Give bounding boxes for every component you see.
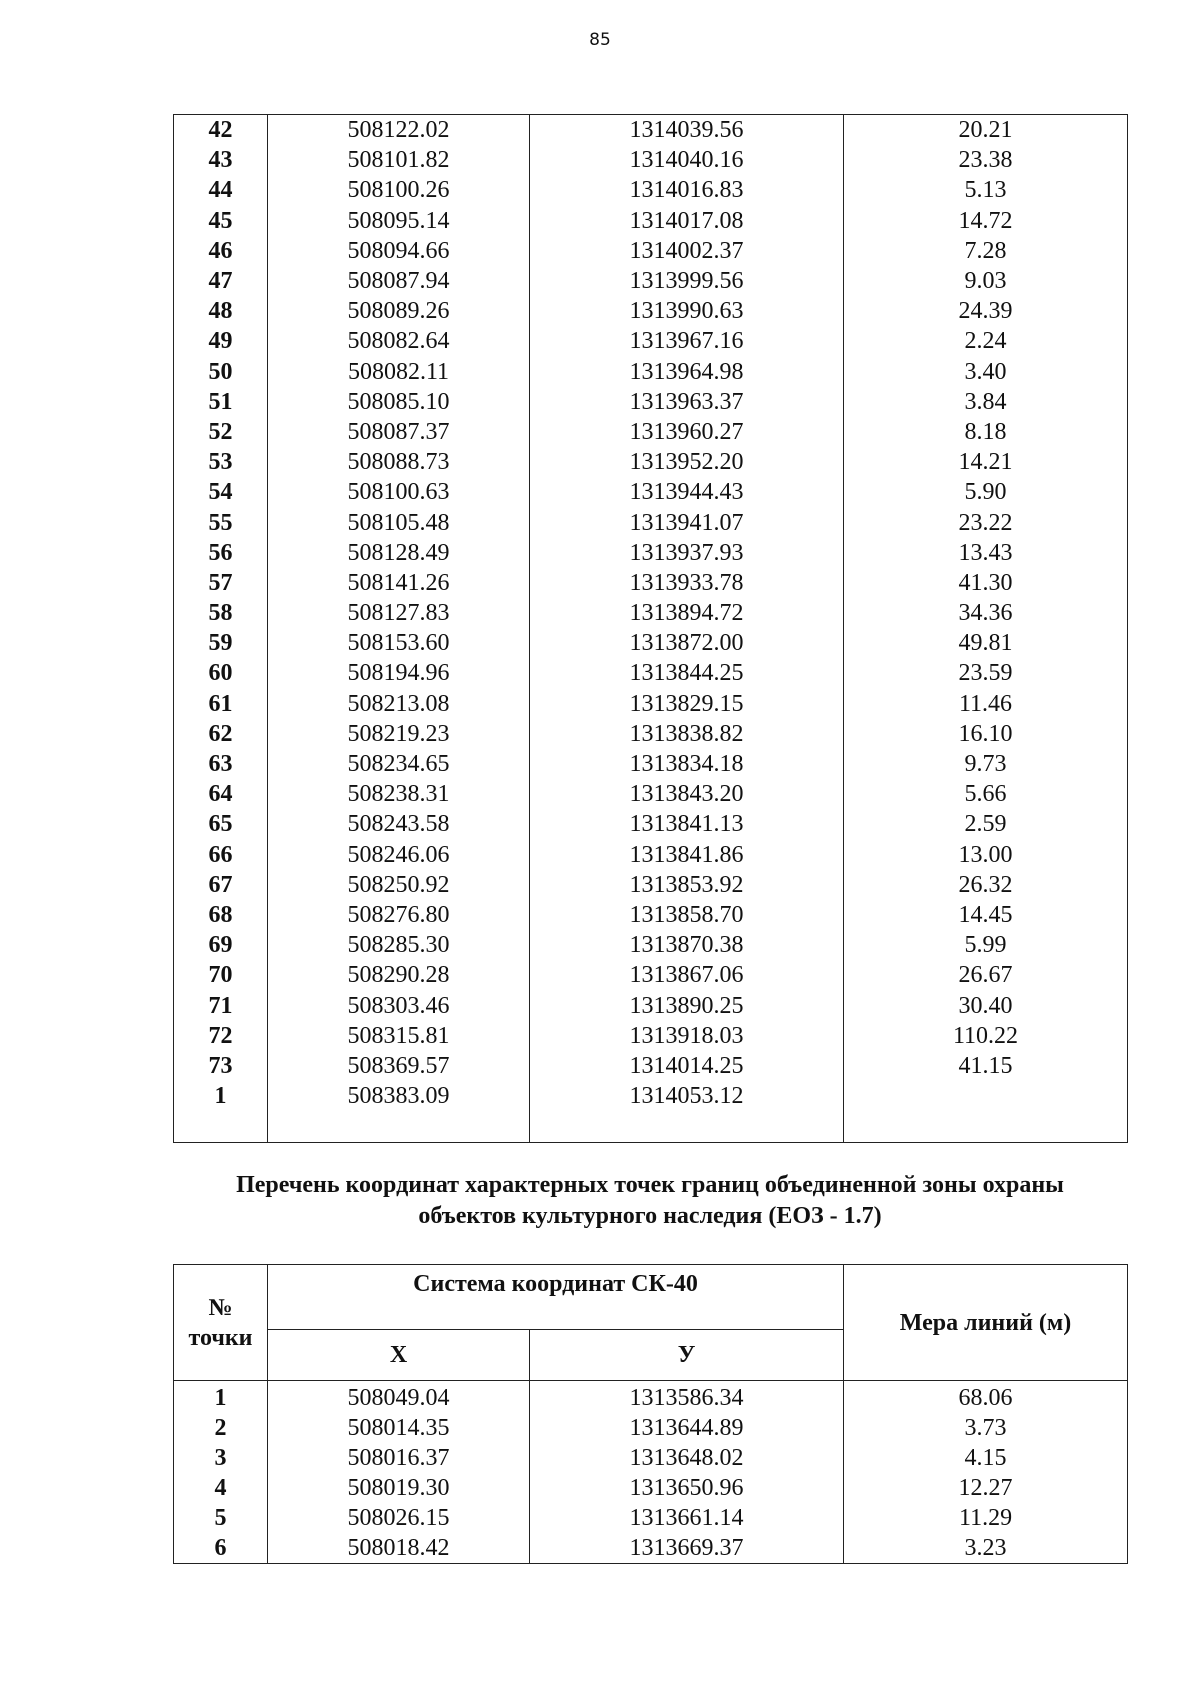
point-number-cell: 58 <box>174 598 268 628</box>
y-coordinate-cell: 1313964.98 <box>530 357 844 387</box>
line-length-cell: 5.66 <box>844 779 1128 809</box>
table-row <box>174 326 1128 356</box>
line-length-cell: 11.29 <box>844 1503 1128 1533</box>
y-coordinate-cell: 1314017.08 <box>530 206 844 236</box>
eoz-table-body <box>174 1381 1128 1564</box>
point-number-cell: 56 <box>174 538 268 568</box>
table-row <box>174 840 1128 870</box>
point-number-cell: 49 <box>174 326 268 356</box>
header-point-number <box>174 1265 268 1381</box>
table-row <box>174 658 1128 688</box>
table-row <box>174 870 1128 900</box>
point-number-cell: 51 <box>174 387 268 417</box>
x-coordinate-cell: 508234.65 <box>268 749 530 779</box>
y-coordinate-cell: 1313952.20 <box>530 447 844 477</box>
line-length-cell: 110.22 <box>844 1021 1128 1051</box>
x-coordinate-cell: 508018.42 <box>268 1533 530 1564</box>
y-coordinate-cell: 1313990.63 <box>530 296 844 326</box>
x-coordinate-cell: 508105.48 <box>268 507 530 537</box>
line-length-cell: 34.36 <box>844 598 1128 628</box>
table-row <box>174 1081 1128 1111</box>
x-coordinate-cell: 508243.58 <box>268 809 530 839</box>
line-length-cell: 4.15 <box>844 1443 1128 1473</box>
line-length-cell: 16.10 <box>844 719 1128 749</box>
x-coordinate-cell: 508094.66 <box>268 236 530 266</box>
point-number-cell: 62 <box>174 719 268 749</box>
y-coordinate-cell: 1314014.25 <box>530 1051 844 1081</box>
line-length-cell: 5.99 <box>844 930 1128 960</box>
y-coordinate-cell: 1314039.56 <box>530 115 844 146</box>
line-length-cell: 14.45 <box>844 900 1128 930</box>
table-row <box>174 930 1128 960</box>
line-length-cell: 5.13 <box>844 175 1128 205</box>
line-length-cell: 3.73 <box>844 1413 1128 1443</box>
line-length-cell: 11.46 <box>844 689 1128 719</box>
y-coordinate-cell: 1313933.78 <box>530 568 844 598</box>
y-coordinate-cell: 1313941.07 <box>530 507 844 537</box>
point-number-cell: 53 <box>174 447 268 477</box>
table-row <box>174 236 1128 266</box>
x-coordinate-cell: 508087.94 <box>268 266 530 296</box>
header-point-number-label: точки <box>188 1324 253 1351</box>
point-number-cell: 2 <box>174 1413 268 1443</box>
table-row <box>174 417 1128 447</box>
x-coordinate-cell: 508290.28 <box>268 960 530 990</box>
x-coordinate-cell: 508049.04 <box>268 1381 530 1414</box>
y-coordinate-cell: 1313999.56 <box>530 266 844 296</box>
coordinates-table-continued <box>173 114 1128 1143</box>
header-line-length: Мера линий (м) <box>844 1265 1128 1381</box>
header-point-number-symbol: № <box>208 1294 233 1321</box>
line-length-cell: 14.72 <box>844 206 1128 236</box>
table-row <box>174 357 1128 387</box>
table-row <box>174 900 1128 930</box>
y-coordinate-cell: 1313867.06 <box>530 960 844 990</box>
y-coordinate-cell: 1313838.82 <box>530 719 844 749</box>
x-coordinate-cell: 508089.26 <box>268 296 530 326</box>
table-row <box>174 115 1128 146</box>
point-number-cell: 3 <box>174 1443 268 1473</box>
point-number-cell: 42 <box>174 115 268 146</box>
table-row <box>174 1021 1128 1051</box>
point-number-cell: 4 <box>174 1473 268 1503</box>
empty-cell <box>174 1111 268 1142</box>
table-row <box>174 1413 1128 1443</box>
table-row <box>174 960 1128 990</box>
section-title-line-2: объектов культурного наследия (ЕОЗ - 1.7) <box>418 1203 882 1229</box>
table-row <box>174 990 1128 1020</box>
x-coordinate-cell: 508246.06 <box>268 840 530 870</box>
x-coordinate-cell: 508100.26 <box>268 175 530 205</box>
empty-cell <box>530 1111 844 1142</box>
line-length-cell: 2.59 <box>844 809 1128 839</box>
x-coordinate-cell: 508315.81 <box>268 1021 530 1051</box>
table-row <box>174 628 1128 658</box>
point-number-cell: 64 <box>174 779 268 809</box>
y-coordinate-cell: 1313918.03 <box>530 1021 844 1051</box>
point-number-cell: 43 <box>174 145 268 175</box>
x-coordinate-cell: 508019.30 <box>268 1473 530 1503</box>
y-coordinate-cell: 1313586.34 <box>530 1381 844 1414</box>
y-coordinate-cell: 1313890.25 <box>530 990 844 1020</box>
y-coordinate-cell: 1313843.20 <box>530 779 844 809</box>
point-number-cell: 65 <box>174 809 268 839</box>
x-coordinate-cell: 508383.09 <box>268 1081 530 1111</box>
line-length-cell: 41.15 <box>844 1051 1128 1081</box>
line-length-cell: 12.27 <box>844 1473 1128 1503</box>
x-coordinate-cell: 508082.64 <box>268 326 530 356</box>
point-number-cell: 44 <box>174 175 268 205</box>
y-coordinate-cell: 1313944.43 <box>530 477 844 507</box>
table-row <box>174 296 1128 326</box>
table-row <box>174 1533 1128 1564</box>
x-coordinate-cell: 508219.23 <box>268 719 530 749</box>
point-number-cell: 55 <box>174 507 268 537</box>
point-number-cell: 68 <box>174 900 268 930</box>
point-number-cell: 59 <box>174 628 268 658</box>
x-coordinate-cell: 508250.92 <box>268 870 530 900</box>
table-row <box>174 175 1128 205</box>
x-coordinate-cell: 508016.37 <box>268 1443 530 1473</box>
x-coordinate-cell: 508122.02 <box>268 115 530 146</box>
point-number-cell: 47 <box>174 266 268 296</box>
x-coordinate-cell: 508101.82 <box>268 145 530 175</box>
table-row <box>174 507 1128 537</box>
y-coordinate-cell: 1313870.38 <box>530 930 844 960</box>
point-number-cell: 54 <box>174 477 268 507</box>
x-coordinate-cell: 508303.46 <box>268 990 530 1020</box>
table-row <box>174 1381 1128 1414</box>
empty-cell <box>844 1111 1128 1142</box>
header-y: У <box>530 1330 844 1381</box>
x-coordinate-cell: 508082.11 <box>268 357 530 387</box>
x-coordinate-cell: 508088.73 <box>268 447 530 477</box>
line-length-cell: 23.22 <box>844 507 1128 537</box>
y-coordinate-cell: 1314053.12 <box>530 1081 844 1111</box>
point-number-cell: 63 <box>174 749 268 779</box>
line-length-cell: 9.03 <box>844 266 1128 296</box>
table-row <box>174 749 1128 779</box>
y-coordinate-cell: 1313872.00 <box>530 628 844 658</box>
line-length-cell: 30.40 <box>844 990 1128 1020</box>
table-row <box>174 1503 1128 1533</box>
y-coordinate-cell: 1313844.25 <box>530 658 844 688</box>
line-length-cell: 2.24 <box>844 326 1128 356</box>
point-number-cell: 6 <box>174 1533 268 1564</box>
point-number-cell: 57 <box>174 568 268 598</box>
line-length-cell: 23.59 <box>844 658 1128 688</box>
x-coordinate-cell: 508085.10 <box>268 387 530 417</box>
section-title <box>173 1170 1127 1232</box>
line-length-cell: 41.30 <box>844 568 1128 598</box>
header-coordinate-system: Система координат СК-40 <box>268 1265 844 1330</box>
x-coordinate-cell: 508127.83 <box>268 598 530 628</box>
table-row <box>174 689 1128 719</box>
table-row <box>174 719 1128 749</box>
x-coordinate-cell: 508128.49 <box>268 538 530 568</box>
line-length-cell: 14.21 <box>844 447 1128 477</box>
point-number-cell: 67 <box>174 870 268 900</box>
y-coordinate-cell: 1313858.70 <box>530 900 844 930</box>
table-row <box>174 538 1128 568</box>
page-number: 85 <box>589 30 611 50</box>
point-number-cell: 60 <box>174 658 268 688</box>
point-number-cell: 1 <box>174 1081 268 1111</box>
x-coordinate-cell: 508095.14 <box>268 206 530 236</box>
line-length-cell: 3.23 <box>844 1533 1128 1564</box>
y-coordinate-cell: 1313841.13 <box>530 809 844 839</box>
point-number-cell: 46 <box>174 236 268 266</box>
x-coordinate-cell: 508014.35 <box>268 1413 530 1443</box>
point-number-cell: 69 <box>174 930 268 960</box>
y-coordinate-cell: 1313963.37 <box>530 387 844 417</box>
table-spacer-row <box>174 1111 1128 1142</box>
x-coordinate-cell: 508276.80 <box>268 900 530 930</box>
line-length-cell: 3.40 <box>844 357 1128 387</box>
x-coordinate-cell: 508141.26 <box>268 568 530 598</box>
table-row <box>174 447 1128 477</box>
table-row <box>174 809 1128 839</box>
point-number-cell: 48 <box>174 296 268 326</box>
line-length-cell: 49.81 <box>844 628 1128 658</box>
y-coordinate-cell: 1313937.93 <box>530 538 844 568</box>
table-row <box>174 779 1128 809</box>
x-coordinate-cell: 508194.96 <box>268 658 530 688</box>
line-length-cell: 5.90 <box>844 477 1128 507</box>
y-coordinate-cell: 1313648.02 <box>530 1443 844 1473</box>
header-x: Х <box>268 1330 530 1381</box>
coordinates-table-body <box>174 115 1128 1143</box>
x-coordinate-cell: 508026.15 <box>268 1503 530 1533</box>
point-number-cell: 5 <box>174 1503 268 1533</box>
line-length-cell <box>844 1081 1128 1111</box>
x-coordinate-cell: 508087.37 <box>268 417 530 447</box>
y-coordinate-cell: 1313669.37 <box>530 1533 844 1564</box>
y-coordinate-cell: 1314002.37 <box>530 236 844 266</box>
point-number-cell: 73 <box>174 1051 268 1081</box>
y-coordinate-cell: 1313644.89 <box>530 1413 844 1443</box>
table-row <box>174 598 1128 628</box>
table-row <box>174 387 1128 417</box>
point-number-cell: 45 <box>174 206 268 236</box>
line-length-cell: 13.00 <box>844 840 1128 870</box>
point-number-cell: 52 <box>174 417 268 447</box>
y-coordinate-cell: 1313834.18 <box>530 749 844 779</box>
empty-cell <box>268 1111 530 1142</box>
line-length-cell: 24.39 <box>844 296 1128 326</box>
x-coordinate-cell: 508213.08 <box>268 689 530 719</box>
point-number-cell: 72 <box>174 1021 268 1051</box>
line-length-cell: 13.43 <box>844 538 1128 568</box>
table-row <box>174 145 1128 175</box>
table-row <box>174 568 1128 598</box>
table-row <box>174 266 1128 296</box>
line-length-cell: 20.21 <box>844 115 1128 146</box>
y-coordinate-cell: 1313841.86 <box>530 840 844 870</box>
x-coordinate-cell: 508369.57 <box>268 1051 530 1081</box>
x-coordinate-cell: 508100.63 <box>268 477 530 507</box>
line-length-cell: 26.32 <box>844 870 1128 900</box>
y-coordinate-cell: 1313829.15 <box>530 689 844 719</box>
eoz-coordinates-table <box>173 1264 1128 1564</box>
y-coordinate-cell: 1313661.14 <box>530 1503 844 1533</box>
point-number-cell: 66 <box>174 840 268 870</box>
line-length-cell: 7.28 <box>844 236 1128 266</box>
table-row <box>174 1051 1128 1081</box>
point-number-cell: 71 <box>174 990 268 1020</box>
point-number-cell: 1 <box>174 1381 268 1414</box>
y-coordinate-cell: 1313853.92 <box>530 870 844 900</box>
table-row <box>174 1473 1128 1503</box>
point-number-cell: 70 <box>174 960 268 990</box>
x-coordinate-cell: 508153.60 <box>268 628 530 658</box>
point-number-cell: 61 <box>174 689 268 719</box>
line-length-cell: 9.73 <box>844 749 1128 779</box>
line-length-cell: 68.06 <box>844 1381 1128 1414</box>
line-length-cell: 23.38 <box>844 145 1128 175</box>
y-coordinate-cell: 1313894.72 <box>530 598 844 628</box>
point-number-cell: 50 <box>174 357 268 387</box>
section-title-line-1: Перечень координат характерных точек границ объединенной зоны охраны <box>236 1172 1064 1198</box>
line-length-cell: 3.84 <box>844 387 1128 417</box>
line-length-cell: 26.67 <box>844 960 1128 990</box>
x-coordinate-cell: 508238.31 <box>268 779 530 809</box>
y-coordinate-cell: 1314040.16 <box>530 145 844 175</box>
y-coordinate-cell: 1314016.83 <box>530 175 844 205</box>
table-row <box>174 477 1128 507</box>
y-coordinate-cell: 1313650.96 <box>530 1473 844 1503</box>
line-length-cell: 8.18 <box>844 417 1128 447</box>
y-coordinate-cell: 1313960.27 <box>530 417 844 447</box>
table-row <box>174 1443 1128 1473</box>
y-coordinate-cell: 1313967.16 <box>530 326 844 356</box>
x-coordinate-cell: 508285.30 <box>268 930 530 960</box>
table-row <box>174 206 1128 236</box>
